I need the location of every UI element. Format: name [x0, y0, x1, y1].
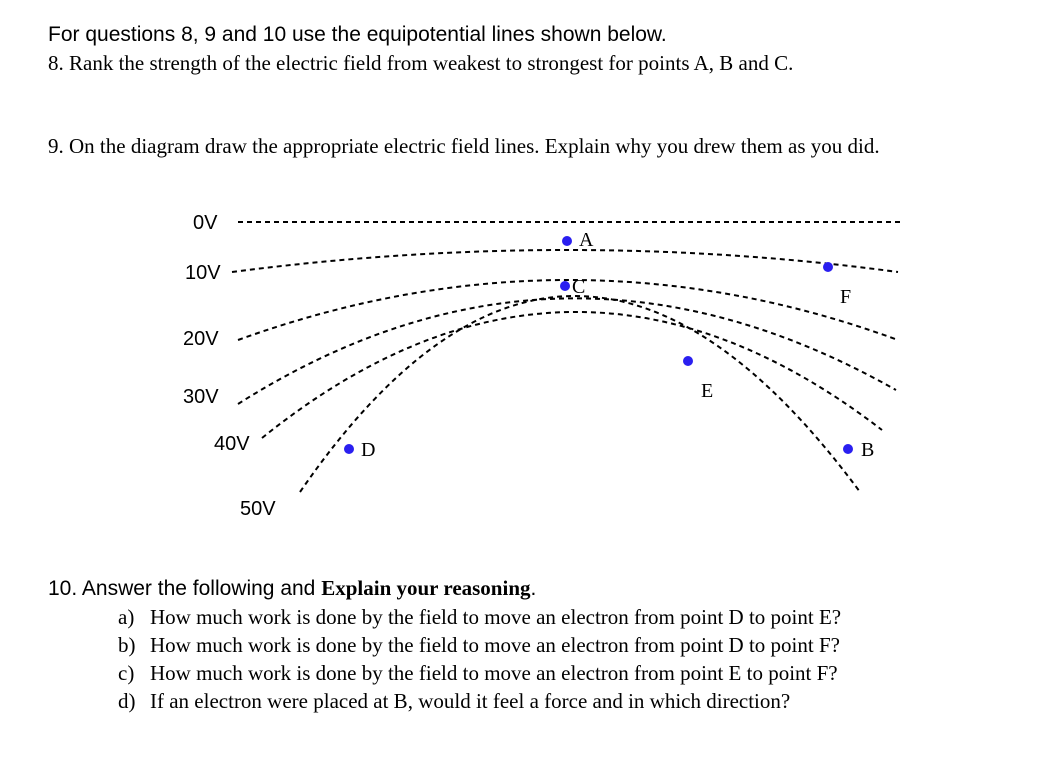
list-item [118, 631, 841, 659]
question-10-end: . [530, 577, 537, 600]
item-letter: c) [118, 661, 135, 685]
point-a-marker [562, 236, 572, 246]
voltage-label-50v: 50V [240, 498, 276, 520]
intro-line: For questions 8, 9 and 10 use the equipotential lines shown below. [48, 23, 667, 46]
point-d-label: D [361, 439, 376, 461]
question-10-header [48, 574, 841, 603]
point-f-label: F [840, 286, 852, 308]
question-9: 9. On the diagram draw the appropriate electric field lines. Explain why you drew them as you did. [48, 134, 880, 158]
point-d-marker [344, 444, 354, 454]
voltage-label-10v: 10V [185, 262, 221, 284]
equipotential-line-50v [300, 296, 860, 492]
question-10-list [48, 603, 841, 715]
point-e-marker [683, 356, 693, 366]
voltage-label-20v: 20V [183, 328, 219, 350]
item-letter: b) [118, 633, 136, 657]
list-item [118, 659, 841, 687]
item-text: How much work is done by the field to move an electron from point D to point F? [150, 633, 840, 657]
question-10-number: 10. [48, 577, 78, 600]
item-text: If an electron were placed at B, would it feel a force and in which direction? [150, 689, 791, 713]
equipotential-line-30v [238, 298, 896, 404]
question-10-bold: Explain your reasoning [321, 576, 531, 600]
item-letter: a) [118, 605, 135, 629]
point-c-marker [560, 281, 570, 291]
list-item [118, 687, 841, 715]
point-f-marker [823, 262, 833, 272]
point-b-marker [843, 444, 853, 454]
item-text: How much work is done by the field to move an electron from point D to point E? [150, 605, 842, 629]
voltage-label-0v: 0V [193, 212, 218, 234]
point-e-label: E [701, 380, 714, 402]
item-text: How much work is done by the field to move an electron from point E to point F? [150, 661, 838, 685]
voltage-label-30v: 30V [183, 386, 219, 408]
question-8: 8. Rank the strength of the electric field from weakest to strongest for points A, B and C. [48, 51, 794, 75]
point-b-label: B [861, 439, 875, 461]
point-a-label: A [579, 229, 594, 251]
question-10 [48, 574, 841, 715]
voltage-label-40v: 40V [214, 433, 250, 455]
item-letter: d) [118, 689, 136, 713]
question-10-text: Answer the following and [81, 577, 316, 600]
point-c-label: C [572, 276, 586, 298]
equipotential-line-10v [232, 250, 898, 272]
list-item [118, 603, 841, 631]
